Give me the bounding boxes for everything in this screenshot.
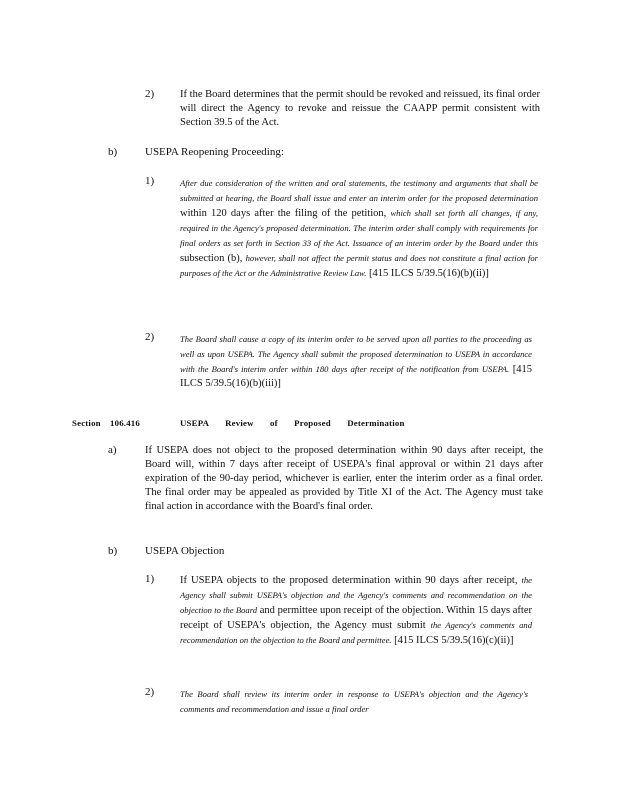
citation: [415 ILCS 5/39.5(16)(b)(iii)] [180, 364, 533, 389]
statutory-italic-text: The Board shall cause a copy of its interim order to be served upon all parties to the proceeding as well as upon USEPA. The Agency shall submit the proposed determination to USEPA in accordance with the Board's interim order within 180 days after receipt of the notification from USEPA. [180, 334, 532, 374]
subsection-title: USEPA Objection [145, 545, 225, 557]
statutory-italic-text: which shall set forth all changes, if any, required in the Agency's proposed determination. The interim order shall comply with requirements for final orders as set forth in Section 33 of the Act. Issuance of an interim order by the Board under this [180, 208, 539, 248]
section-number: 106.416 [110, 418, 140, 428]
section-title: USEPA Review of Proposed Determination [180, 418, 405, 428]
statutory-italic-text: the Agency shall submit USEPA's objection and the Agency's comments and recommendation on the objection to the Board [180, 575, 532, 615]
subsection-letter: b) [108, 146, 118, 158]
citation: [415 ILCS 5/39.5(16)(b)(ii)] [369, 268, 489, 279]
item-number: 2) [145, 686, 155, 698]
subsection-text: If USEPA does not object to the proposed determination within 90 days after receipt, the Board will, within 7 days after receipt of USEPA's final approval or within 21 days after expiration of the 90-day period, whichever is earlier, enter the interim order as a final order. The final order may be appealed as provided by Title XI of the Act. The Agency must take final action in accordance with the Board's final order. [145, 445, 543, 512]
item-text [180, 176, 538, 281]
statutory-italic-text: After due consideration of the written and oral statements, the testimony and arguments that shall be submitted at hearing, the Board shall issue and enter an interim order for the proposed determination [180, 178, 538, 203]
item-text [180, 687, 528, 717]
subsection-letter: a) [108, 444, 117, 456]
subsection-title: USEPA Reopening Proceeding: [145, 146, 284, 158]
statutory-text: and permittee upon receipt of the objection. Within 15 days after receipt of USEPA's objection, the Agency must submit [180, 605, 533, 631]
citation: [415 ILCS 5/39.5(16)(c)(ii)] [394, 635, 514, 646]
item-number: 1) [145, 573, 155, 585]
statutory-italic-text: The Board shall review its interim order in response to USEPA's objection and the Agency's comments and recommendation and issue a final order [180, 689, 528, 714]
statutory-italic-text: however, shall not affect the permit status and does not constitute a final action for purposes of the Act or the Administrative Review Law. [180, 253, 539, 278]
subsection-letter: b) [108, 545, 118, 557]
section-heading [0, 418, 618, 432]
item-number: 2) [145, 88, 155, 100]
item-number: 1) [145, 175, 155, 187]
item-text: If the Board determines that the permit should be revoked and reissued, its final order will direct the Agency to revoke and reissue the CAAPP permit consistent with Section 39.5 of the Act. [180, 89, 540, 128]
item-number: 2) [145, 331, 155, 343]
item-text [180, 332, 532, 391]
statutory-italic-text: the Agency's comments and recommendation on the objection to the Board and permittee. [180, 620, 533, 645]
statutory-text: within 120 days after the filing of the petition, [180, 208, 387, 219]
item-text [180, 573, 532, 648]
section-label: Section [72, 418, 101, 428]
statutory-text: If USEPA objects to the proposed determination within 90 days after receipt, [180, 575, 518, 586]
statutory-text: subsection (b), [180, 253, 243, 264]
